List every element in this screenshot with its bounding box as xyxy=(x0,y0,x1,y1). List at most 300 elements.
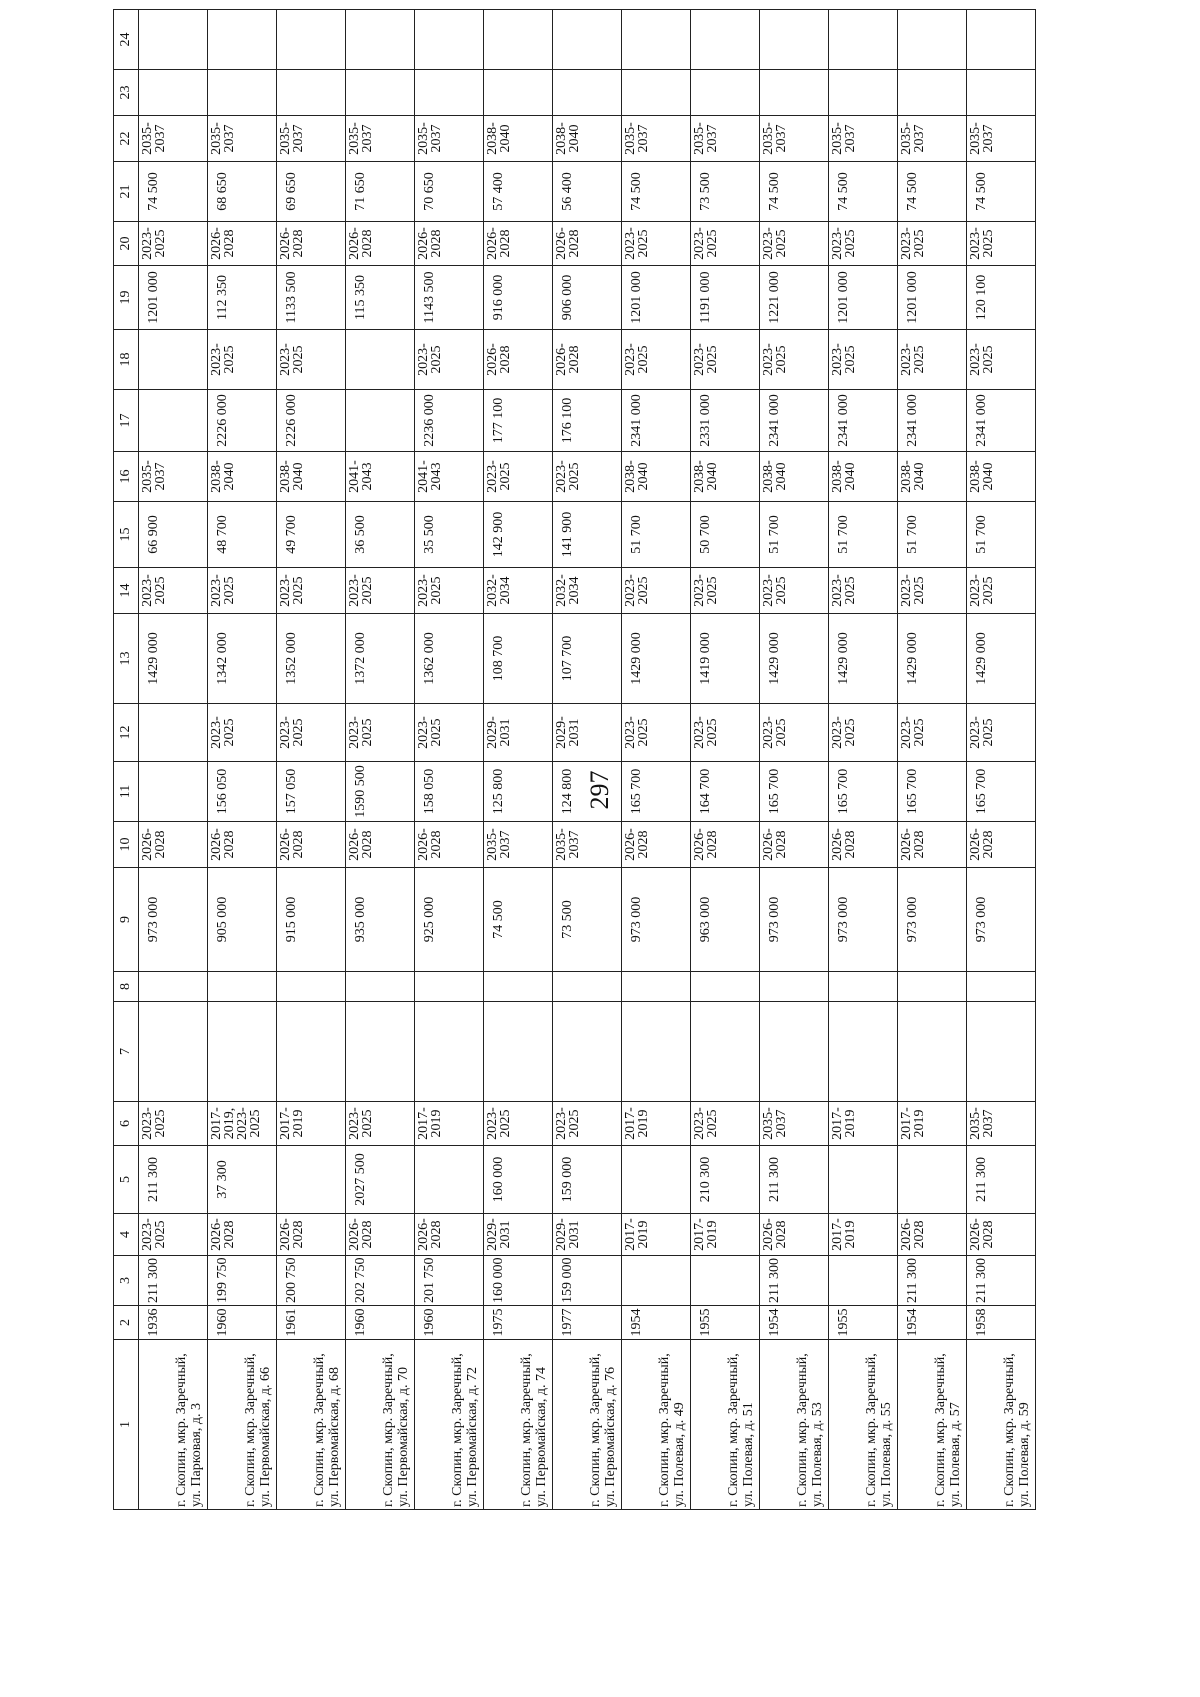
table-row xyxy=(484,10,553,1510)
value-cell xyxy=(760,70,829,116)
period-cell: 2026-2028 xyxy=(277,822,346,868)
value-cell: 1977 xyxy=(553,1306,622,1340)
period-cell: 2041-2043 xyxy=(346,452,415,502)
address-cell: г. Скопин, мкр. Заречный, ул. Полевая, д. 57 xyxy=(898,1340,967,1510)
value-cell xyxy=(139,70,208,116)
value-cell: 70 650 xyxy=(415,162,484,222)
period-cell: 2023-2025 xyxy=(208,330,277,390)
period-cell: 2035-2037 xyxy=(346,116,415,162)
value-cell xyxy=(760,1002,829,1102)
value-cell: 51 700 xyxy=(760,502,829,568)
value-cell: 1429 000 xyxy=(760,614,829,704)
period-cell: 2026-2028 xyxy=(346,222,415,266)
period-cell: 2026-2028 xyxy=(760,822,829,868)
period-cell: 2026-2028 xyxy=(277,1214,346,1256)
period-cell: 2023-2025 xyxy=(622,704,691,762)
value-cell: 160 000 xyxy=(484,1146,553,1214)
value-cell: 159 000 xyxy=(553,1256,622,1306)
value-cell: 142 900 xyxy=(484,502,553,568)
table-row xyxy=(898,10,967,1510)
value-cell: 211 300 xyxy=(139,1256,208,1306)
value-cell: 165 700 xyxy=(898,762,967,822)
address-cell: г. Скопин, мкр. Заречный, ул. Первомайская, д. 68 xyxy=(277,1340,346,1510)
value-cell: 141 900 xyxy=(553,502,622,568)
period-cell: 2023-2025 xyxy=(346,568,415,614)
value-cell xyxy=(553,1002,622,1102)
value-cell xyxy=(346,10,415,70)
column-number-cell: 10 xyxy=(114,822,139,868)
value-cell: 124 800 xyxy=(553,762,622,822)
value-cell: 2226 000 xyxy=(208,390,277,452)
value-cell: 2341 000 xyxy=(760,390,829,452)
value-cell: 51 700 xyxy=(898,502,967,568)
period-cell: 2038-2040 xyxy=(898,452,967,502)
value-cell xyxy=(829,1002,898,1102)
value-cell: 74 500 xyxy=(967,162,1036,222)
value-cell: 1143 500 xyxy=(415,266,484,330)
value-cell: 1954 xyxy=(622,1306,691,1340)
value-cell xyxy=(967,972,1036,1002)
period-cell: 2026-2028 xyxy=(553,330,622,390)
value-cell: 1429 000 xyxy=(139,614,208,704)
table-row xyxy=(829,10,898,1510)
value-cell xyxy=(208,10,277,70)
value-cell: 120 100 xyxy=(967,266,1036,330)
value-cell: 1590 500 xyxy=(346,762,415,822)
value-cell xyxy=(346,1002,415,1102)
value-cell: 1955 xyxy=(829,1306,898,1340)
value-cell: 156 050 xyxy=(208,762,277,822)
value-cell: 1429 000 xyxy=(622,614,691,704)
value-cell: 74 500 xyxy=(139,162,208,222)
value-cell xyxy=(622,10,691,70)
period-cell: 2029-2031 xyxy=(553,704,622,762)
column-number-cell: 15 xyxy=(114,502,139,568)
period-cell: 2023-2025 xyxy=(829,704,898,762)
period-cell: 2023-2025 xyxy=(691,1102,760,1146)
period-cell: 2038-2040 xyxy=(553,116,622,162)
value-cell: 1133 500 xyxy=(277,266,346,330)
column-number-cell: 8 xyxy=(114,972,139,1002)
value-cell xyxy=(139,390,208,452)
address-cell: г. Скопин, мкр. Заречный, ул. Полевая, д. 51 xyxy=(691,1340,760,1510)
period-cell: 2023-2025 xyxy=(415,704,484,762)
column-number-row xyxy=(114,10,139,1510)
value-cell xyxy=(139,704,208,762)
value-cell xyxy=(898,10,967,70)
value-cell xyxy=(277,972,346,1002)
period-cell: 2023-2025 xyxy=(139,222,208,266)
column-number-cell: 13 xyxy=(114,614,139,704)
value-cell xyxy=(415,1002,484,1102)
period-cell: 2038-2040 xyxy=(484,116,553,162)
value-cell: 916 000 xyxy=(484,266,553,330)
period-cell: 2041-2043 xyxy=(415,452,484,502)
value-cell: 36 500 xyxy=(346,502,415,568)
table-rotated-container xyxy=(113,32,1063,1510)
column-number-cell: 11 xyxy=(114,762,139,822)
value-cell xyxy=(484,10,553,70)
value-cell xyxy=(967,10,1036,70)
value-cell: 1960 xyxy=(346,1306,415,1340)
period-cell: 2023-2025 xyxy=(898,330,967,390)
value-cell xyxy=(346,70,415,116)
column-number-cell: 21 xyxy=(114,162,139,222)
value-cell: 1201 000 xyxy=(622,266,691,330)
period-cell: 2023-2025 xyxy=(691,222,760,266)
value-cell: 2341 000 xyxy=(898,390,967,452)
period-cell: 2023-2025 xyxy=(139,1214,208,1256)
value-cell: 211 300 xyxy=(760,1256,829,1306)
period-cell: 2035-2037 xyxy=(760,116,829,162)
value-cell xyxy=(208,1002,277,1102)
value-cell: 165 700 xyxy=(760,762,829,822)
value-cell xyxy=(760,972,829,1002)
period-cell: 2023-2025 xyxy=(967,568,1036,614)
period-cell: 2023-2025 xyxy=(691,568,760,614)
value-cell xyxy=(622,1002,691,1102)
value-cell xyxy=(691,1256,760,1306)
address-cell: г. Скопин, мкр. Заречный, ул. Первомайская, д. 74 xyxy=(484,1340,553,1510)
period-cell: 2035-2037 xyxy=(622,116,691,162)
period-cell: 2023-2025 xyxy=(277,568,346,614)
address-cell: г. Скопин, мкр. Заречный, ул. Парковая, д. 3 xyxy=(139,1340,208,1510)
value-cell xyxy=(346,972,415,1002)
column-number-cell: 14 xyxy=(114,568,139,614)
period-cell: 2026-2028 xyxy=(346,822,415,868)
value-cell: 165 700 xyxy=(967,762,1036,822)
value-cell xyxy=(208,70,277,116)
value-cell: 107 700 xyxy=(553,614,622,704)
value-cell xyxy=(622,70,691,116)
period-cell: 2023-2025 xyxy=(691,704,760,762)
period-cell: 2017-2019 xyxy=(829,1102,898,1146)
period-cell: 2023-2025 xyxy=(622,330,691,390)
period-cell: 2029-2031 xyxy=(553,1214,622,1256)
column-number-cell: 9 xyxy=(114,868,139,972)
period-cell: 2035-2037 xyxy=(967,116,1036,162)
address-cell: г. Скопин, мкр. Заречный, ул. Полевая, д. 55 xyxy=(829,1340,898,1510)
value-cell: 1961 xyxy=(277,1306,346,1340)
address-cell: г. Скопин, мкр. Заречный, ул. Полевая, д. 59 xyxy=(967,1340,1036,1510)
value-cell: 74 500 xyxy=(898,162,967,222)
value-cell: 973 000 xyxy=(622,868,691,972)
value-cell: 935 000 xyxy=(346,868,415,972)
table-row xyxy=(691,10,760,1510)
value-cell: 176 100 xyxy=(553,390,622,452)
value-cell: 211 300 xyxy=(760,1146,829,1214)
value-cell: 199 750 xyxy=(208,1256,277,1306)
period-cell: 2026-2028 xyxy=(277,222,346,266)
value-cell: 1960 xyxy=(415,1306,484,1340)
value-cell: 211 300 xyxy=(967,1256,1036,1306)
value-cell xyxy=(691,972,760,1002)
period-cell: 2023-2025 xyxy=(760,704,829,762)
value-cell: 2331 000 xyxy=(691,390,760,452)
address-cell: г. Скопин, мкр. Заречный, ул. Полевая, д. 53 xyxy=(760,1340,829,1510)
period-cell: 2035-2037 xyxy=(484,822,553,868)
period-cell: 2017-2019 xyxy=(277,1102,346,1146)
value-cell: 177 100 xyxy=(484,390,553,452)
value-cell xyxy=(277,1002,346,1102)
value-cell: 1429 000 xyxy=(898,614,967,704)
value-cell: 1362 000 xyxy=(415,614,484,704)
period-cell: 2035-2037 xyxy=(415,116,484,162)
value-cell xyxy=(760,10,829,70)
value-cell xyxy=(484,972,553,1002)
value-cell xyxy=(415,70,484,116)
address-cell: г. Скопин, мкр. Заречный, ул. Первомайская, д. 76 xyxy=(553,1340,622,1510)
period-cell: 2038-2040 xyxy=(622,452,691,502)
period-cell: 2026-2028 xyxy=(898,822,967,868)
period-cell: 2023-2025 xyxy=(967,222,1036,266)
value-cell: 73 500 xyxy=(691,162,760,222)
value-cell: 1342 000 xyxy=(208,614,277,704)
value-cell xyxy=(484,70,553,116)
period-cell: 2023-2025 xyxy=(139,568,208,614)
period-cell: 2023-2025 xyxy=(760,330,829,390)
value-cell: 1201 000 xyxy=(898,266,967,330)
period-cell: 2017-2019, 2023-2025 xyxy=(208,1102,277,1146)
page-number: 297 xyxy=(585,770,614,810)
period-cell: 2026-2028 xyxy=(415,822,484,868)
value-cell: 157 050 xyxy=(277,762,346,822)
column-number-cell: 16 xyxy=(114,452,139,502)
period-cell: 2023-2025 xyxy=(898,222,967,266)
value-cell: 1201 000 xyxy=(829,266,898,330)
value-cell: 1429 000 xyxy=(829,614,898,704)
value-cell xyxy=(139,10,208,70)
period-cell: 2023-2025 xyxy=(208,568,277,614)
period-cell: 2023-2025 xyxy=(553,1102,622,1146)
period-cell: 2026-2028 xyxy=(415,1214,484,1256)
value-cell: 2341 000 xyxy=(829,390,898,452)
repair-schedule-table xyxy=(113,9,1036,1510)
value-cell: 201 750 xyxy=(415,1256,484,1306)
period-cell: 2023-2025 xyxy=(484,452,553,502)
value-cell: 158 050 xyxy=(415,762,484,822)
value-cell xyxy=(415,1146,484,1214)
period-cell: 2035-2037 xyxy=(208,116,277,162)
value-cell xyxy=(829,10,898,70)
period-cell: 2032-2034 xyxy=(484,568,553,614)
table-row xyxy=(967,10,1036,1510)
period-cell: 2017-2019 xyxy=(898,1102,967,1146)
value-cell xyxy=(898,1146,967,1214)
value-cell: 108 700 xyxy=(484,614,553,704)
period-cell: 2023-2025 xyxy=(967,704,1036,762)
value-cell: 1954 xyxy=(898,1306,967,1340)
value-cell: 74 500 xyxy=(760,162,829,222)
value-cell: 49 700 xyxy=(277,502,346,568)
period-cell: 2023-2025 xyxy=(139,1102,208,1146)
period-cell: 2017-2019 xyxy=(622,1214,691,1256)
value-cell: 1954 xyxy=(760,1306,829,1340)
value-cell xyxy=(346,390,415,452)
period-cell: 2035-2037 xyxy=(139,452,208,502)
value-cell: 210 300 xyxy=(691,1146,760,1214)
address-cell: г. Скопин, мкр. Заречный, ул. Полевая, д. 49 xyxy=(622,1340,691,1510)
value-cell: 68 650 xyxy=(208,162,277,222)
period-cell: 2023-2025 xyxy=(898,704,967,762)
address-cell: г. Скопин, мкр. Заречный, ул. Первомайская, д. 70 xyxy=(346,1340,415,1510)
column-number-cell: 20 xyxy=(114,222,139,266)
period-cell: 2023-2025 xyxy=(829,330,898,390)
value-cell: 73 500 xyxy=(553,868,622,972)
period-cell: 2017-2019 xyxy=(691,1214,760,1256)
value-cell: 74 500 xyxy=(484,868,553,972)
value-cell xyxy=(553,10,622,70)
period-cell: 2023-2025 xyxy=(622,222,691,266)
period-cell: 2017-2019 xyxy=(622,1102,691,1146)
column-number-cell: 24 xyxy=(114,10,139,70)
period-cell: 2023-2025 xyxy=(691,330,760,390)
column-number-cell: 6 xyxy=(114,1102,139,1146)
table-row xyxy=(760,10,829,1510)
period-cell: 2026-2028 xyxy=(967,1214,1036,1256)
table-body xyxy=(114,10,1036,1510)
value-cell: 2341 000 xyxy=(622,390,691,452)
value-cell: 165 700 xyxy=(622,762,691,822)
value-cell: 69 650 xyxy=(277,162,346,222)
value-cell: 48 700 xyxy=(208,502,277,568)
period-cell: 2026-2028 xyxy=(484,222,553,266)
value-cell: 71 650 xyxy=(346,162,415,222)
table-row xyxy=(208,10,277,1510)
period-cell: 2026-2028 xyxy=(829,822,898,868)
value-cell: 1191 000 xyxy=(691,266,760,330)
value-cell xyxy=(346,330,415,390)
period-cell: 2023-2025 xyxy=(829,222,898,266)
value-cell xyxy=(484,1002,553,1102)
value-cell: 211 300 xyxy=(967,1146,1036,1214)
value-cell: 211 300 xyxy=(898,1256,967,1306)
column-number-cell: 17 xyxy=(114,390,139,452)
period-cell: 2023-2025 xyxy=(277,330,346,390)
value-cell: 1958 xyxy=(967,1306,1036,1340)
column-number-cell: 2 xyxy=(114,1306,139,1340)
value-cell: 973 000 xyxy=(898,868,967,972)
value-cell xyxy=(139,330,208,390)
value-cell: 1221 000 xyxy=(760,266,829,330)
value-cell: 973 000 xyxy=(967,868,1036,972)
value-cell: 51 700 xyxy=(829,502,898,568)
value-cell: 2341 000 xyxy=(967,390,1036,452)
value-cell xyxy=(139,1002,208,1102)
period-cell: 2029-2031 xyxy=(484,1214,553,1256)
period-cell: 2023-2025 xyxy=(760,222,829,266)
value-cell xyxy=(277,1146,346,1214)
period-cell: 2023-2025 xyxy=(415,330,484,390)
value-cell: 2027 500 xyxy=(346,1146,415,1214)
value-cell: 905 000 xyxy=(208,868,277,972)
value-cell: 1419 000 xyxy=(691,614,760,704)
period-cell: 2017-2019 xyxy=(829,1214,898,1256)
column-number-cell: 1 xyxy=(114,1340,139,1510)
period-cell: 2038-2040 xyxy=(277,452,346,502)
period-cell: 2035-2037 xyxy=(553,822,622,868)
period-cell: 2026-2028 xyxy=(898,1214,967,1256)
period-cell: 2026-2028 xyxy=(967,822,1036,868)
value-cell: 51 700 xyxy=(967,502,1036,568)
period-cell: 2035-2037 xyxy=(691,116,760,162)
period-cell: 2026-2028 xyxy=(346,1214,415,1256)
value-cell: 66 900 xyxy=(139,502,208,568)
value-cell xyxy=(829,1146,898,1214)
value-cell xyxy=(277,70,346,116)
value-cell: 1955 xyxy=(691,1306,760,1340)
period-cell: 2023-2025 xyxy=(346,704,415,762)
value-cell: 1960 xyxy=(208,1306,277,1340)
value-cell: 50 700 xyxy=(691,502,760,568)
address-cell: г. Скопин, мкр. Заречный, ул. Первомайская, д. 72 xyxy=(415,1340,484,1510)
value-cell xyxy=(898,972,967,1002)
period-cell: 2038-2040 xyxy=(760,452,829,502)
period-cell: 2026-2028 xyxy=(139,822,208,868)
column-number-cell: 3 xyxy=(114,1256,139,1306)
period-cell: 2023-2025 xyxy=(829,568,898,614)
period-cell: 2023-2025 xyxy=(208,704,277,762)
period-cell: 2026-2028 xyxy=(553,222,622,266)
value-cell: 1429 000 xyxy=(967,614,1036,704)
value-cell xyxy=(967,1002,1036,1102)
value-cell xyxy=(898,1002,967,1102)
value-cell: 165 700 xyxy=(829,762,898,822)
value-cell: 57 400 xyxy=(484,162,553,222)
value-cell xyxy=(553,70,622,116)
value-cell xyxy=(829,70,898,116)
value-cell: 160 000 xyxy=(484,1256,553,1306)
table-row xyxy=(139,10,208,1510)
value-cell: 915 000 xyxy=(277,868,346,972)
value-cell: 115 350 xyxy=(346,266,415,330)
value-cell xyxy=(139,762,208,822)
period-cell: 2026-2028 xyxy=(484,330,553,390)
value-cell: 51 700 xyxy=(622,502,691,568)
period-cell: 2023-2025 xyxy=(760,568,829,614)
value-cell: 112 350 xyxy=(208,266,277,330)
value-cell xyxy=(208,972,277,1002)
value-cell: 74 500 xyxy=(829,162,898,222)
table-row xyxy=(622,10,691,1510)
value-cell: 973 000 xyxy=(139,868,208,972)
period-cell: 2035-2037 xyxy=(760,1102,829,1146)
value-cell: 211 300 xyxy=(139,1146,208,1214)
period-cell: 2023-2025 xyxy=(484,1102,553,1146)
period-cell: 2026-2028 xyxy=(622,822,691,868)
period-cell: 2023-2025 xyxy=(967,330,1036,390)
value-cell: 906 000 xyxy=(553,266,622,330)
column-number-cell: 22 xyxy=(114,116,139,162)
value-cell: 1975 xyxy=(484,1306,553,1340)
value-cell: 2226 000 xyxy=(277,390,346,452)
period-cell: 2026-2028 xyxy=(208,1214,277,1256)
value-cell xyxy=(622,1146,691,1214)
column-number-cell: 4 xyxy=(114,1214,139,1256)
value-cell: 35 500 xyxy=(415,502,484,568)
period-cell: 2023-2025 xyxy=(898,568,967,614)
period-cell: 2026-2028 xyxy=(760,1214,829,1256)
value-cell: 202 750 xyxy=(346,1256,415,1306)
value-cell: 74 500 xyxy=(622,162,691,222)
value-cell xyxy=(829,972,898,1002)
period-cell: 2023-2025 xyxy=(346,1102,415,1146)
period-cell: 2026-2028 xyxy=(208,822,277,868)
value-cell xyxy=(967,70,1036,116)
period-cell: 2029-2031 xyxy=(484,704,553,762)
column-number-cell: 18 xyxy=(114,330,139,390)
value-cell: 125 800 xyxy=(484,762,553,822)
